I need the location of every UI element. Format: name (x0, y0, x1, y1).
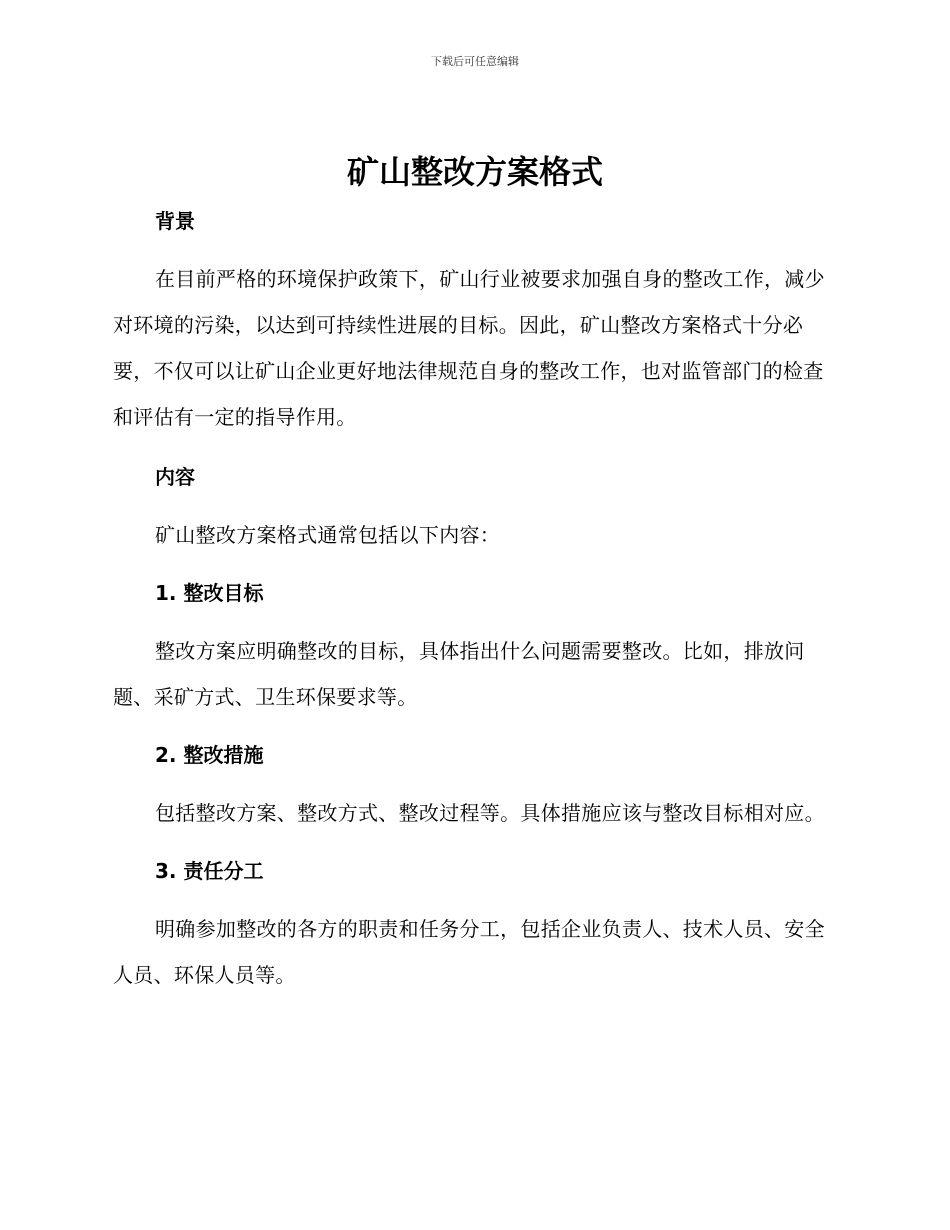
document-body (113, 198, 831, 998)
section-paragraph-background: 在目前严格的环境保护政策下，矿山行业被要求加强自身的整改工作，减少对环境的污染，以达到可持续性进展的目标。因此，矿山整改方案格式十分必要，不仅可以让矿山企业更好地法律规范自身的整改工作，也对监管部门的检查和评估有一定的指导作用。 (113, 267, 825, 429)
section-paragraph-measures: 包括整改方案、整改方式、整改过程等。具体措施应该与整改目标相对应。 (155, 801, 825, 825)
document-title: 矿山整改方案格式 (346, 153, 603, 191)
page-header-note: 下载后可任意编辑 (431, 55, 519, 68)
section-heading-background: 背景 (155, 209, 195, 233)
section-paragraph-content: 矿山整改方案格式通常包括以下内容： (155, 523, 501, 547)
section-heading-measures: 2. 整改措施 (155, 743, 264, 767)
section-paragraph-goals: 整改方案应明确整改的目标，具体指出什么问题需要整改。比如，排放问题、采矿方式、卫生环保要求等。 (113, 639, 805, 709)
section-heading-goals: 1. 整改目标 (155, 581, 264, 605)
section-heading-content: 内容 (155, 465, 195, 489)
section-paragraph-responsibilities: 明确参加整改的各方的职责和任务分工，包括企业负责人、技术人员、安全人员、环保人员等。 (113, 917, 825, 987)
section-heading-responsibilities: 3. 责任分工 (155, 859, 264, 883)
